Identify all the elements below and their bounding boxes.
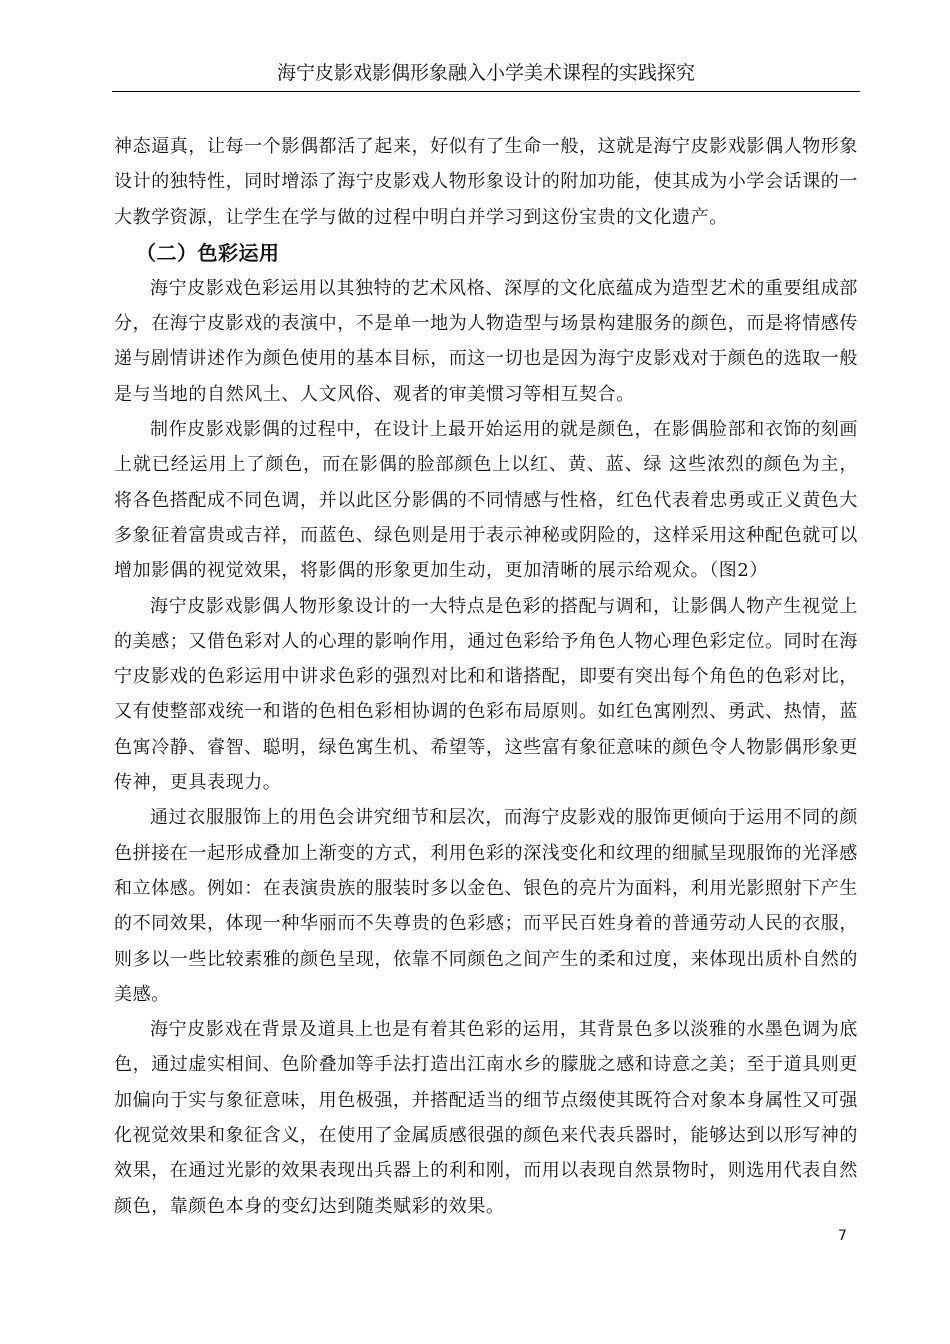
paragraph: 海宁皮影戏影偶人物形象设计的一大特点是色彩的搭配与调和，让影偶人物产生视觉上的美感；又借色彩对人的心理的影响作用，通过色彩给予角色人物心理色彩定位。同时在海宁皮影戏的色彩运用中讲求色彩的强烈对比和和谐搭配，即要有突出每个角色的色彩对比，又有使整部戏统一和谐的色相色彩相协调的色彩布局原则。如红色寓刚烈、勇武、热情，蓝色寓冷静、睿智、聪明，绿色寓生机、希望等，这些富有象征意味的颜色令人物影偶形象更传神，更具表现力。 [114,595,858,794]
paragraph-continued: 神态逼真，让每一个影偶都活了起来，好似有了生命一般，这就是海宁皮影戏影偶人物形象设计的独特性，同时增添了海宁皮影戏人物形象设计的附加功能，使其成为小学会话课的一大教学资源，让学生在学与做的过程中明白并学习到这份宝贵的文化遗产。 [114,136,858,228]
paragraph: 海宁皮影戏在背景及道具上也是有着其色彩的运用，其背景色多以淡雅的水墨色调为底色，通过虚实相间、色阶叠加等手法打造出江南水乡的朦胧之感和诗意之美；至于道具则更加偏向于实与象征意味，用色极强，并搭配适当的细节点缀使其既符合对象本身属性又可强化视觉效果和象征含义，在使用了金属质感很强的颜色来代表兵器时，能够达到以形写神的效果，在通过光影的效果表现出兵器上的利和刚，而用以表现自然景物时，则选用代表自然颜色，靠颜色本身的变幻达到随类赋彩的效果。 [114,1019,858,1217]
page-number: 7 [838,1228,847,1244]
paragraph: 通过衣服服饰上的用色会讲究细节和层次，而海宁皮影戏的服饰更倾向于运用不同的颜色拼接在一起形成叠加上渐变的方式，利用色彩的深浅变化和纹理的细腻呈现服饰的光泽感和立体感。例如：在表演贵族的服装时多以金色、银色的亮片为面料，利用光影照射下产生的不同效果，体现一种华丽而不失尊贵的色彩感；而平民百姓身着的普通劳动人民的衣服，则多以一些比较素雅的颜色呈现，依靠不同颜色之间产生的柔和过度，来体现出质朴自然的美感。 [114,807,858,1005]
paragraph: 制作皮影戏影偶的过程中，在设计上最开始运用的就是颜色，在影偶脸部和衣饰的刻画上就已经运用上了颜色，而在影偶的脸部颜色上以红、黄、蓝、绿 这些浓烈的颜色为主，将各色搭配成不同色调，并以此区分影偶的不同情感与性格，红色代表着忠勇或正义黄色大多象征着富贵或吉祥，而蓝色、绿色则是用于表示神秘或阴险的，这样采用这种配色就可以增加影偶的视觉效果，将影偶的形象更加生动，更加清晰的展示给观众。（图2） [114,419,858,582]
paragraph: 海宁皮影戏色彩运用以其独特的艺术风格、深厚的文化底蕴成为造型艺术的重要组成部分，在海宁皮影戏的表演中，不是单一地为人物造型与场景构建服务的颜色，而是将情感传递与剧情讲述作为颜色使用的基本目标，而这一切也是因为海宁皮影戏对于颜色的选取一般是与当地的自然风土、人文风俗、观者的审美惯习等相互契合。 [114,277,858,405]
section-heading: （二）色彩运用 [136,240,280,265]
header-divider [112,91,860,92]
document-body [114,129,858,1224]
running-header-title: 海宁皮影戏影偶形象融入小学美术课程的实践探究 [276,62,695,84]
